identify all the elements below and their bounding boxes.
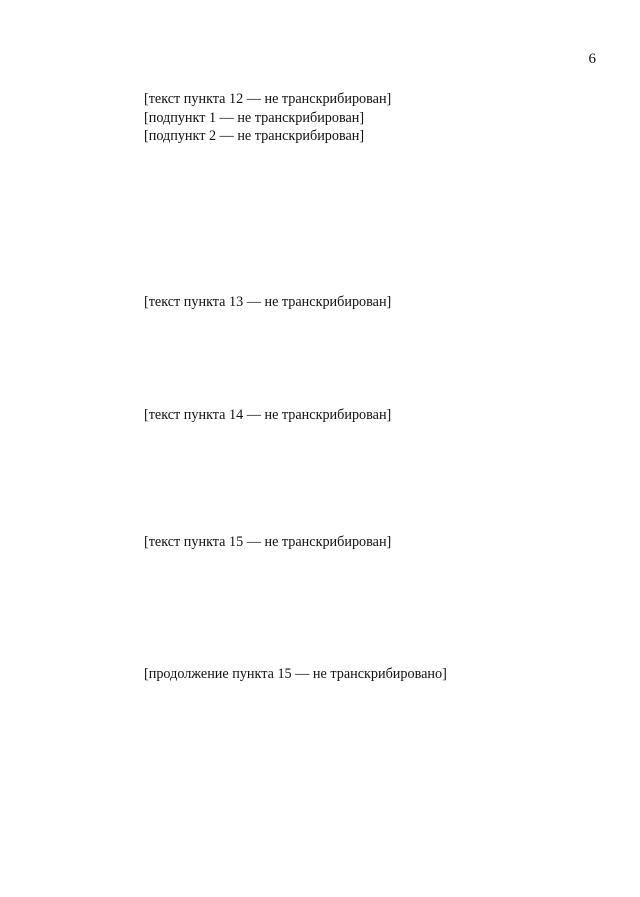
page-number: 6 — [588, 51, 596, 67]
paragraph-13 — [108, 293, 596, 312]
paragraph-12-intro: [текст пункта 12 — не транскрибирован] — [144, 91, 392, 107]
paragraph-12 — [108, 90, 596, 146]
paragraph-12-item-2: [подпункт 2 — не транскрибирован] — [144, 128, 365, 145]
paragraph-13-text: [текст пункта 13 — не транскрибирован] — [144, 294, 392, 310]
paragraph-15-continuation — [108, 665, 596, 684]
paragraph-15-followup-text: [продолжение пункта 15 — не транскрибировано] — [144, 666, 447, 682]
paragraph-14 — [108, 406, 596, 425]
paragraph-15-text: [текст пункта 15 — не транскрибирован] — [144, 534, 392, 550]
paragraph-12-item-1: [подпункт 1 — не транскрибирован] — [144, 109, 365, 126]
paragraph-15 — [108, 533, 596, 552]
paragraph-14-text: [текст пункта 14 — не транскрибирован] — [144, 407, 392, 423]
